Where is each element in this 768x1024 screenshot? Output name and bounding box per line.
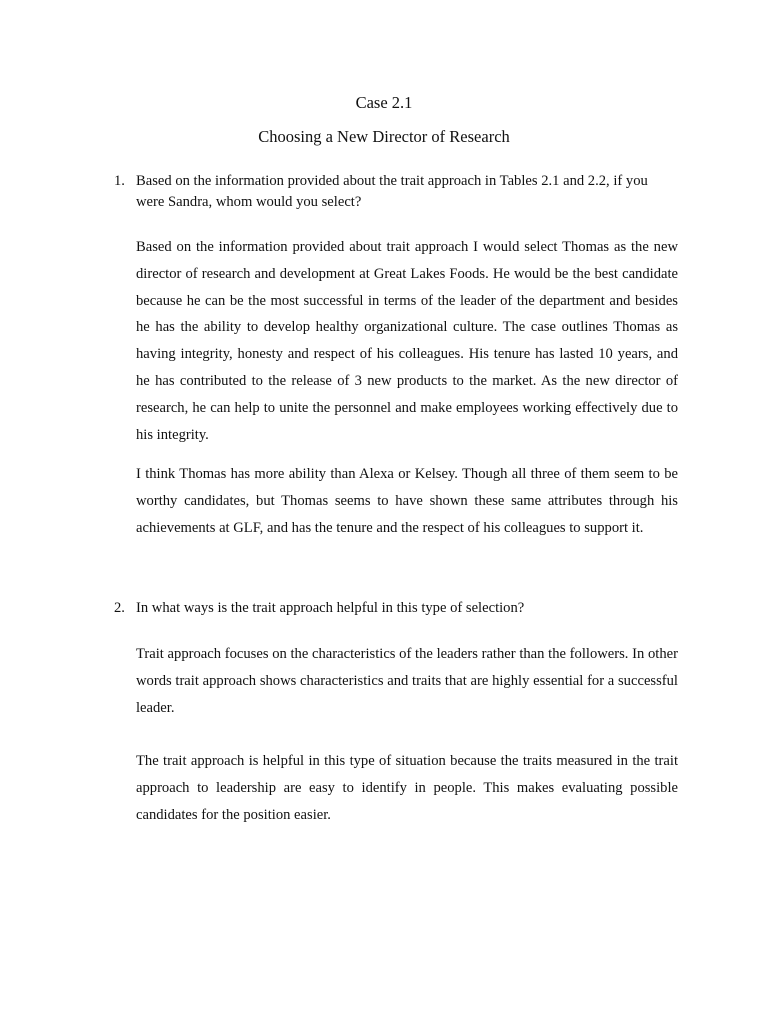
question-2-answer-2: The trait approach is helpful in this type of situation because the traits measured in the trait approach to leadership are easy to identify in people. This makes evaluating possible candidates for the position easier. <box>136 753 678 823</box>
question-2-answer-1: Trait approach focuses on the characteristics of the leaders rather than the followers. In other words trait approach shows characteristics and traits that are highly essential for a successful leader. <box>136 646 678 716</box>
question-2-number: 2. <box>114 600 125 616</box>
question-1-answer-1: Based on the information provided about trait approach I would select Thomas as the new director of research and development at Great Lakes Foods. He would be the best candidate because he can be the most successful in terms of the leader of the department and besides he has the ability to develop healthy organizational culture. The case outlines Thomas as having integrity, honesty and respect of his colleagues. His tenure has lasted 10 years, and he has contributed to the release of 3 new products to the market. As the new director of research, he can help to unite the personnel and make employees working effectively due to his integrity. <box>136 239 678 443</box>
question-1-text: Based on the information provided about the trait approach in Tables 2.1 and 2.2, if you were Sandra, whom would you select? <box>136 173 648 210</box>
question-1-number: 1. <box>114 173 125 189</box>
case-number: Case 2.1 <box>355 93 413 112</box>
document-title: Choosing a New Director of Research <box>258 127 510 146</box>
question-1-answer-2: I think Thomas has more ability than Alexa or Kelsey. Though all three of them seem to be worthy candidates, but Thomas seems to have shown these same attributes through his achievements at GLF, and has the tenure and the respect of his colleagues to support it. <box>136 466 678 536</box>
question-2-text: In what ways is the trait approach helpful in this type of selection? <box>136 600 525 616</box>
